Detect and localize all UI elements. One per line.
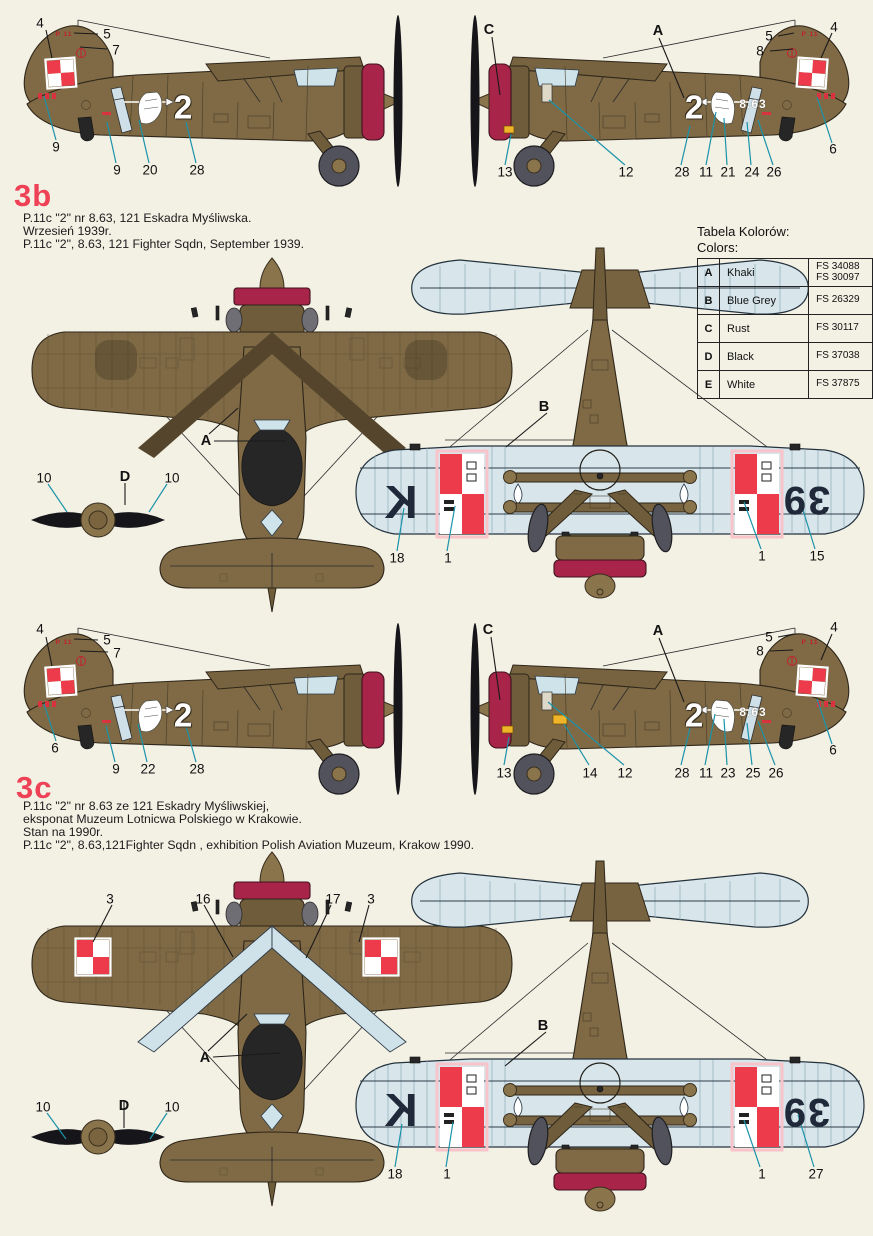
callout-number: 28 xyxy=(189,761,205,777)
callout-number: 18 xyxy=(387,1166,403,1182)
callout-letter: A xyxy=(652,22,664,39)
callout-number: 5 xyxy=(765,28,773,44)
color-name: Rust xyxy=(720,315,809,343)
underwing-letter: K xyxy=(384,476,418,528)
caption-3c-line3: Stan na 1990r. xyxy=(23,825,103,839)
profile-left-3b xyxy=(24,15,402,187)
callout-number: 21 xyxy=(720,164,736,180)
color-table-title-pl: Tabela Kolorów: xyxy=(697,224,790,239)
tail-stencil: P 11 xyxy=(801,638,819,646)
caption-3c-line1: P.11c "2" nr 8.63 ze 121 Eskadry Myśliwskiej, xyxy=(23,799,270,813)
table-row xyxy=(698,259,873,287)
table-row xyxy=(698,343,873,371)
callout-number: 10 xyxy=(164,1099,180,1115)
table-row xyxy=(698,287,873,315)
callout-number: 3 xyxy=(367,891,375,907)
callout-number: 9 xyxy=(113,162,121,178)
callout-number: 9 xyxy=(112,761,120,777)
callout-number: 24 xyxy=(744,164,760,180)
profile-right-3c xyxy=(471,623,849,795)
table-row xyxy=(698,315,873,343)
callout-number: 23 xyxy=(720,765,736,781)
callout-number: 26 xyxy=(766,164,782,180)
caption-3b-line2: Wrzesień 1939r. xyxy=(23,224,112,238)
underwing-letter: K xyxy=(384,1084,418,1136)
fuselage-number: 2 xyxy=(173,88,193,126)
callout-number: 10 xyxy=(164,470,180,486)
callout-number: 26 xyxy=(768,765,784,781)
callout-number: 1 xyxy=(758,548,766,564)
callout-number: 3 xyxy=(106,891,114,907)
callout-letter: D xyxy=(119,468,131,485)
callout-number: 10 xyxy=(36,470,52,486)
color-name: Khaki xyxy=(720,259,809,287)
color-table xyxy=(697,258,873,399)
callout-letter: C xyxy=(482,621,494,638)
profile-left-3c xyxy=(24,623,402,795)
section-heading-3c: 3c xyxy=(16,770,53,805)
color-code: A xyxy=(698,259,720,287)
fuselage-number: 2 xyxy=(173,696,193,734)
color-fs xyxy=(809,259,873,287)
caption-3b-line3: P.11c "2", 8.63, 121 Fighter Sqdn, September 1939. xyxy=(23,237,305,251)
serial-number: 8.63 xyxy=(739,97,767,111)
table-row xyxy=(698,371,873,399)
propeller-3b xyxy=(31,503,165,537)
color-table-title-en: Colors: xyxy=(697,239,739,255)
color-code: C xyxy=(698,315,720,343)
callout-number: 1 xyxy=(443,1166,451,1182)
callout-number: 12 xyxy=(617,765,633,781)
callout-number: 7 xyxy=(113,645,121,661)
callout-number: 13 xyxy=(497,164,513,180)
callout-number: 4 xyxy=(830,19,838,35)
tail-stencil: P 11 xyxy=(55,30,73,38)
callout-number: 6 xyxy=(829,742,837,758)
callout-letter: D xyxy=(118,1097,130,1114)
callout-number: 28 xyxy=(674,765,690,781)
color-fs: FS 26329 xyxy=(809,287,873,315)
callout-number: 8 xyxy=(756,643,764,659)
callout-number: 8 xyxy=(756,43,764,59)
color-fs: FS 37038 xyxy=(809,343,873,371)
propeller-3c xyxy=(31,1120,165,1154)
callout-number: 25 xyxy=(745,765,761,781)
color-name: Blue Grey xyxy=(720,287,809,315)
color-name: Black xyxy=(720,343,809,371)
color-code: E xyxy=(698,371,720,399)
callout-letter: B xyxy=(537,1017,549,1034)
callout-number: 17 xyxy=(325,891,341,907)
callout-letter: A xyxy=(200,432,212,449)
callout-number: 27 xyxy=(808,1166,824,1182)
fs-code-2: FS 30097 xyxy=(816,271,860,283)
color-code: B xyxy=(698,287,720,315)
callout-letter: A xyxy=(652,622,664,639)
callout-number: 9 xyxy=(52,139,60,155)
color-fs: FS 30117 xyxy=(809,315,873,343)
caption-3c-line2: eksponat Muzeum Lotnicwa Polskiego w Krakowie. xyxy=(23,812,302,826)
callout-number: 18 xyxy=(389,550,405,566)
callout-number: 5 xyxy=(103,632,111,648)
color-fs: FS 37875 xyxy=(809,371,873,399)
underwing-number: 39 xyxy=(781,1090,831,1134)
underwing-number: 39 xyxy=(781,478,831,522)
callout-number: 4 xyxy=(36,621,44,637)
callout-number: 28 xyxy=(674,164,690,180)
callout-number: 5 xyxy=(103,26,111,42)
callout-number: 4 xyxy=(36,15,44,31)
fuselage-number: 2 xyxy=(684,696,704,734)
callout-number: 22 xyxy=(140,761,156,777)
color-table-title xyxy=(697,224,790,255)
callout-number: 16 xyxy=(195,891,211,907)
callout-number: 4 xyxy=(830,619,838,635)
color-name: White xyxy=(720,371,809,399)
callout-number: 6 xyxy=(51,740,59,756)
callout-number: 1 xyxy=(758,1166,766,1182)
callout-number: 5 xyxy=(765,629,773,645)
callout-number: 14 xyxy=(582,765,598,781)
fs-code-1: FS 34088 xyxy=(816,261,860,272)
tail-stencil: P 11 xyxy=(55,638,73,646)
callout-letter: A xyxy=(199,1049,211,1066)
callout-number: 11 xyxy=(698,164,714,180)
tail-stencil: P 11 xyxy=(801,30,819,38)
callout-number: 28 xyxy=(189,162,205,178)
caption-3c-line4: P.11c "2", 8.63,121Fighter Sqdn , exhibition Polish Aviation Muzeum, Krakow 1990. xyxy=(23,838,475,852)
underside-3c xyxy=(356,861,864,1211)
callout-letter: B xyxy=(538,398,550,415)
color-code: D xyxy=(698,343,720,371)
callout-number: 12 xyxy=(618,164,634,180)
serial-number: 8.63 xyxy=(739,705,767,719)
callout-number: 11 xyxy=(698,765,714,781)
callout-letter: C xyxy=(483,21,495,38)
section-heading-3b: 3b xyxy=(14,178,53,213)
callout-number: 15 xyxy=(809,548,825,564)
callout-number: 6 xyxy=(829,141,837,157)
callout-number: 13 xyxy=(496,765,512,781)
callout-number: 1 xyxy=(444,550,452,566)
callout-number: 7 xyxy=(112,42,120,58)
fuselage-number: 2 xyxy=(684,88,704,126)
callout-number: 10 xyxy=(35,1099,51,1115)
caption-3b-line1: P.11c "2" nr 8.63, 121 Eskadra Myśliwska. xyxy=(23,211,252,225)
callout-number: 20 xyxy=(142,162,158,178)
